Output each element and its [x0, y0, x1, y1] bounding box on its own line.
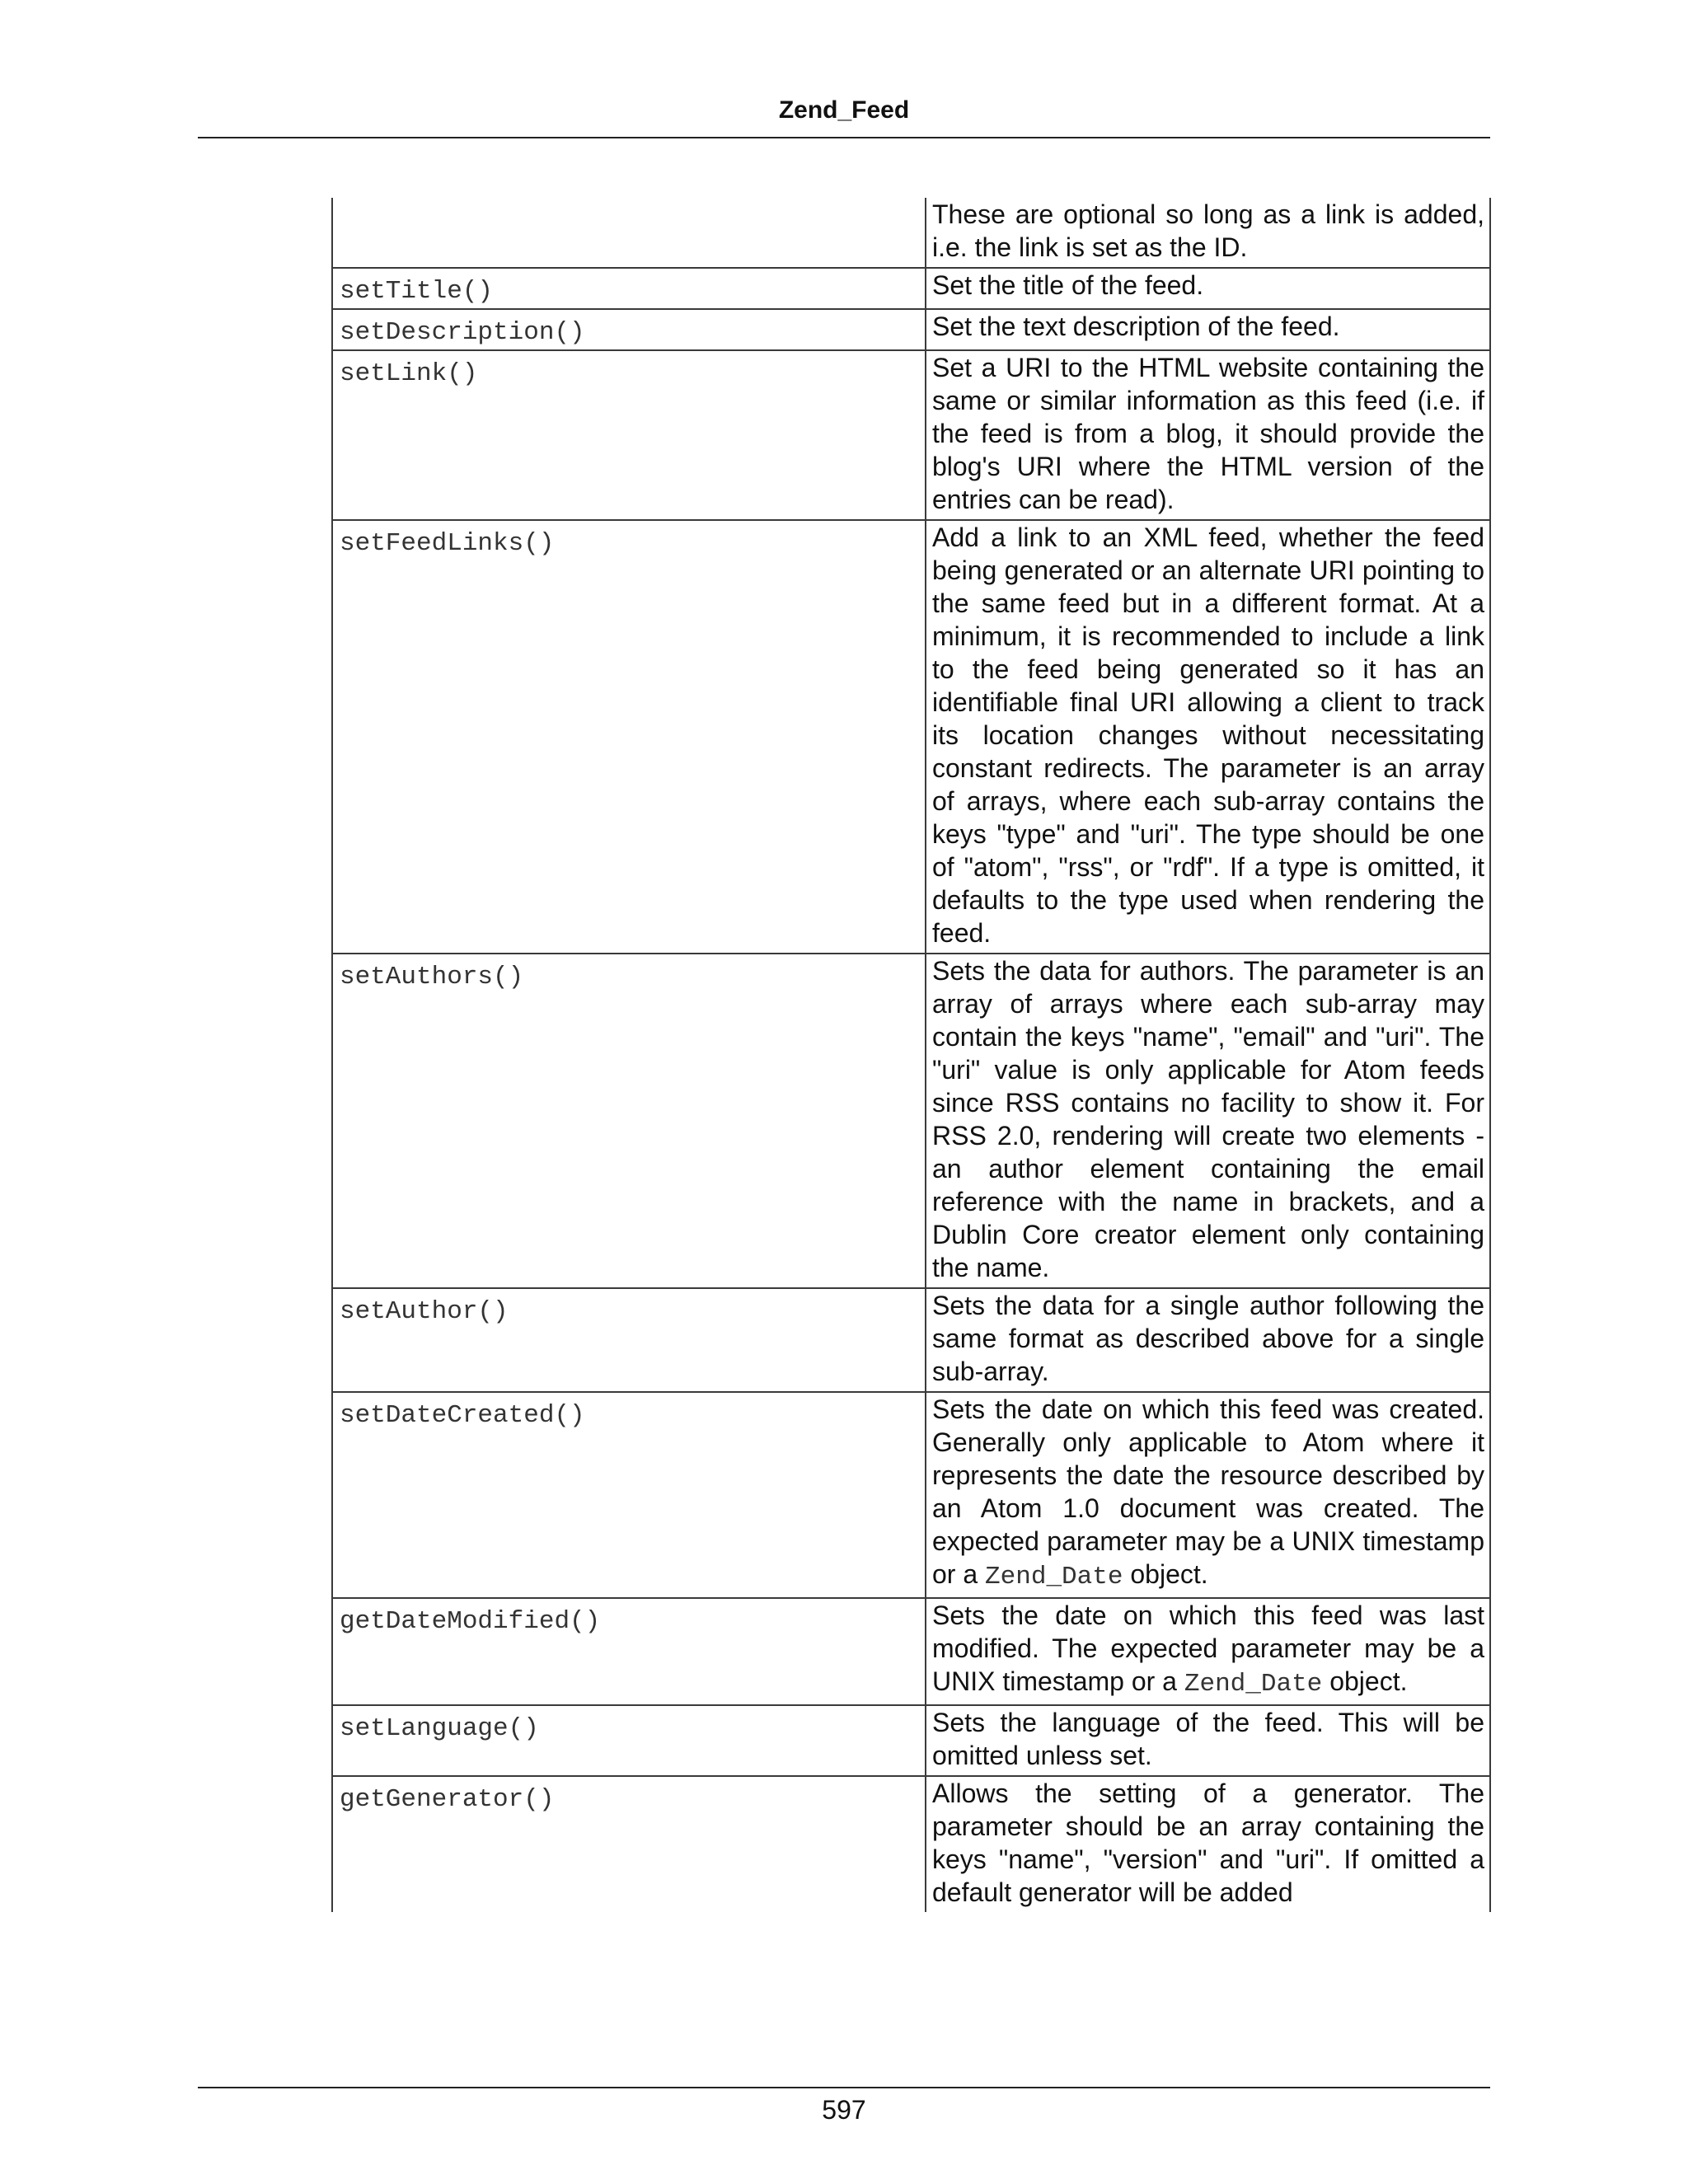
method-table-body: [332, 198, 1490, 1912]
running-header: Zend_Feed: [778, 96, 910, 124]
method-description: [926, 350, 1490, 520]
method-description: [926, 1705, 1490, 1776]
description-text: object.: [1322, 1666, 1408, 1696]
method-table: [331, 198, 1491, 1912]
table-row: [332, 309, 1490, 350]
inline-code: Zend_Date: [1184, 1670, 1323, 1699]
table-row: [332, 350, 1490, 520]
description-text: Set the title of the feed.: [932, 270, 1204, 300]
description-text: These are optional so long as a link is added, i.e. the link is set as the ID.: [932, 199, 1484, 262]
method-description: [926, 268, 1490, 309]
inline-code: Zend_Date: [985, 1563, 1123, 1591]
method-description: [926, 1288, 1490, 1392]
method-description: [926, 954, 1490, 1288]
footer-rule: [198, 2087, 1490, 2088]
method-name: setAuthor(): [332, 1288, 926, 1392]
method-description: [926, 520, 1490, 954]
method-name: setLink(): [332, 350, 926, 520]
method-description: [926, 309, 1490, 350]
description-text: Set the text description of the feed.: [932, 312, 1340, 341]
table-row: [332, 954, 1490, 1288]
description-text: Sets the language of the feed. This will be omitted unless set.: [932, 1708, 1484, 1770]
method-name: setDateCreated(): [332, 1392, 926, 1598]
table-row: [332, 1288, 1490, 1392]
method-name: getDateModified(): [332, 1598, 926, 1705]
method-name: setLanguage(): [332, 1705, 926, 1776]
method-name: getGenerator(): [332, 1776, 926, 1912]
method-description: [926, 1392, 1490, 1598]
description-text: object.: [1123, 1559, 1208, 1589]
page-number: 597: [822, 2095, 866, 2125]
table-row: [332, 520, 1490, 954]
method-description: [926, 198, 1490, 268]
table-row: [332, 1392, 1490, 1598]
description-text: Set a URI to the HTML website containing the same or similar information as this feed (i.e. if the feed is from a blog, it should provide the blog's URI where the HTML version of the entries can be read).: [932, 353, 1484, 514]
table-row: [332, 198, 1490, 268]
method-name: setTitle(): [332, 268, 926, 309]
description-text: Add a link to an XML feed, whether the feed being generated or an alternate URI pointing to the same feed but in a different format. At a minimum, it is recommended to include a link to the feed being generated so it has an identifiable final URI allowing a client to track its location changes without necessitating constant redirects. The parameter is an array of arrays, where each sub-array contains the keys "type" and "uri". The type should be one of "atom", "rss", or "rdf". If a type is omitted, it defaults to the type used when rendering the feed.: [932, 523, 1484, 948]
table-row: [332, 268, 1490, 309]
method-name: setAuthors(): [332, 954, 926, 1288]
method-name: [332, 198, 926, 268]
method-description: [926, 1776, 1490, 1912]
description-text: Sets the date on which this feed was last modified. The expected parameter may be a UNIX timestamp or a: [932, 1601, 1484, 1696]
table-row: [332, 1598, 1490, 1705]
description-text: Allows the setting of a generator. The parameter should be an array containing the keys "name", "version" and "uri". If omitted a default generator will be added: [932, 1779, 1484, 1907]
table-row: [332, 1705, 1490, 1776]
description-text: Sets the date on which this feed was created. Generally only applicable to Atom where it represents the date the resource described by an Atom 1.0 document was created. The expected parameter may be a UNIX timestamp or a: [932, 1394, 1484, 1589]
method-description: [926, 1598, 1490, 1705]
description-text: Sets the data for a single author following the same format as described above for a single sub-array.: [932, 1291, 1484, 1386]
header-rule: [198, 137, 1490, 138]
table-row: [332, 1776, 1490, 1912]
description-text: Sets the data for authors. The parameter is an array of arrays where each sub-array may contain the keys "name", "email" and "uri". The "uri" value is only applicable for Atom feeds since RSS contains no facility to show it. For RSS 2.0, rendering will create two elements - an author element containing the email reference with the name in brackets, and a Dublin Core creator element only containing the name.: [932, 956, 1484, 1282]
method-name: setDescription(): [332, 309, 926, 350]
method-name: setFeedLinks(): [332, 520, 926, 954]
